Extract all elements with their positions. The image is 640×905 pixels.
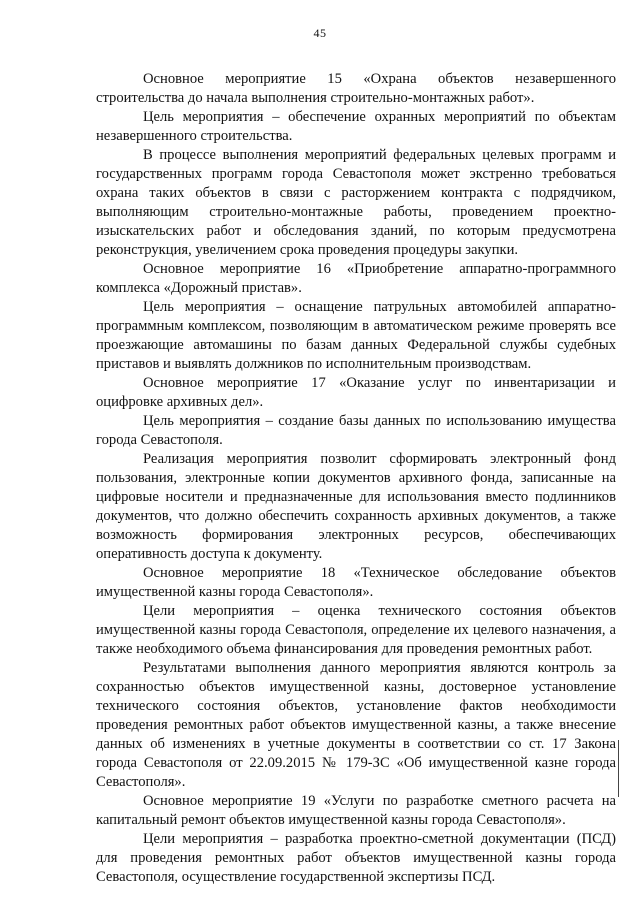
paragraph-measure-18-results: Результатами выполнения данного мероприятия являются контроль за сохранностью объектов имущественной казны, достоверное установление технического состояния объектов, установление фактов необходимости проведения ремонтных работ объектов имущественной казны, а также внесение данных об изменениях в учетные документы в соответствии со ст. 17 Закона города Севастополя от 22.09.2015 № 179-ЗС «Об имущественной казне города Севастополя». <box>96 660 616 790</box>
paragraph-measure-18-goal: Цели мероприятия – оценка технического состояния объектов имущественной казны города Севастополя, определение их целевого назначения, а также необходимого объема финансирования для проведения ремонтных работ. <box>96 603 616 657</box>
paragraph-measure-15-goal: Цель мероприятия – обеспечение охранных мероприятий по объектам незавершенного строительства. <box>96 109 616 144</box>
paragraph-measure-19-title: Основное мероприятие 19 «Услуги по разработке сметного расчета на капитальный ремонт объектов имущественной казны города Севастополя». <box>96 793 616 828</box>
paragraph-measure-15-title: Основное мероприятие 15 «Охрана объектов незавершенного строительства до начала выполнения строительно-монтажных работ». <box>96 71 616 106</box>
paragraph-measure-18-title: Основное мероприятие 18 «Техническое обследование объектов имущественной казны города Севастополя». <box>96 565 616 600</box>
scan-edge-mark <box>618 740 619 797</box>
paragraph-measure-17-goal: Цель мероприятия – создание базы данных по использованию имущества города Севастополя. <box>96 413 616 448</box>
paragraph-measure-19-goal: Цели мероприятия – разработка проектно-сметной документации (ПСД) для проведения ремонтных работ объектов имущественной казны города Севастополя, осуществление государственной экспертизы ПСД. <box>96 831 616 885</box>
document-body <box>96 70 616 887</box>
page-number: 45 <box>313 26 327 40</box>
paragraph-measure-16-title: Основное мероприятие 16 «Приобретение аппаратно-программного комплекса «Дорожный пристав». <box>96 261 616 296</box>
paragraph-measure-17-title: Основное мероприятие 17 «Оказание услуг по инвентаризации и оцифровке архивных дел». <box>96 375 616 410</box>
paragraph-measure-16-goal: Цель мероприятия – оснащение патрульных автомобилей аппаратно-программным комплексом, позволяющим в автоматическом режиме проверять все проезжающие автомашины по базам данных Федеральной службы судебных приставов и выявлять должников по исполнительным производствам. <box>96 299 616 372</box>
paragraph-measure-15-details: В процессе выполнения мероприятий федеральных целевых программ и государственных программ города Севастополя может экстренно требоваться охрана таких объектов в связи с расторжением контракта с подрядчиком, выполняющим строительно-монтажные работы, проведением проектно-изыскательских работ и обследования зданий, по которым предусмотрена реконструкция, увеличением срока проведения процедуры закупки. <box>96 147 616 258</box>
paragraph-measure-17-details: Реализация мероприятия позволит сформировать электронный фонд пользования, электронные копии документов архивного фонда, записанные на цифровые носители и предназначенные для использования вместо подлинников документов, что должно обеспечить сохранность архивных документов, а также возможность формирования электронных ресурсов, обеспечивающих оперативность доступа к документу. <box>96 451 616 562</box>
